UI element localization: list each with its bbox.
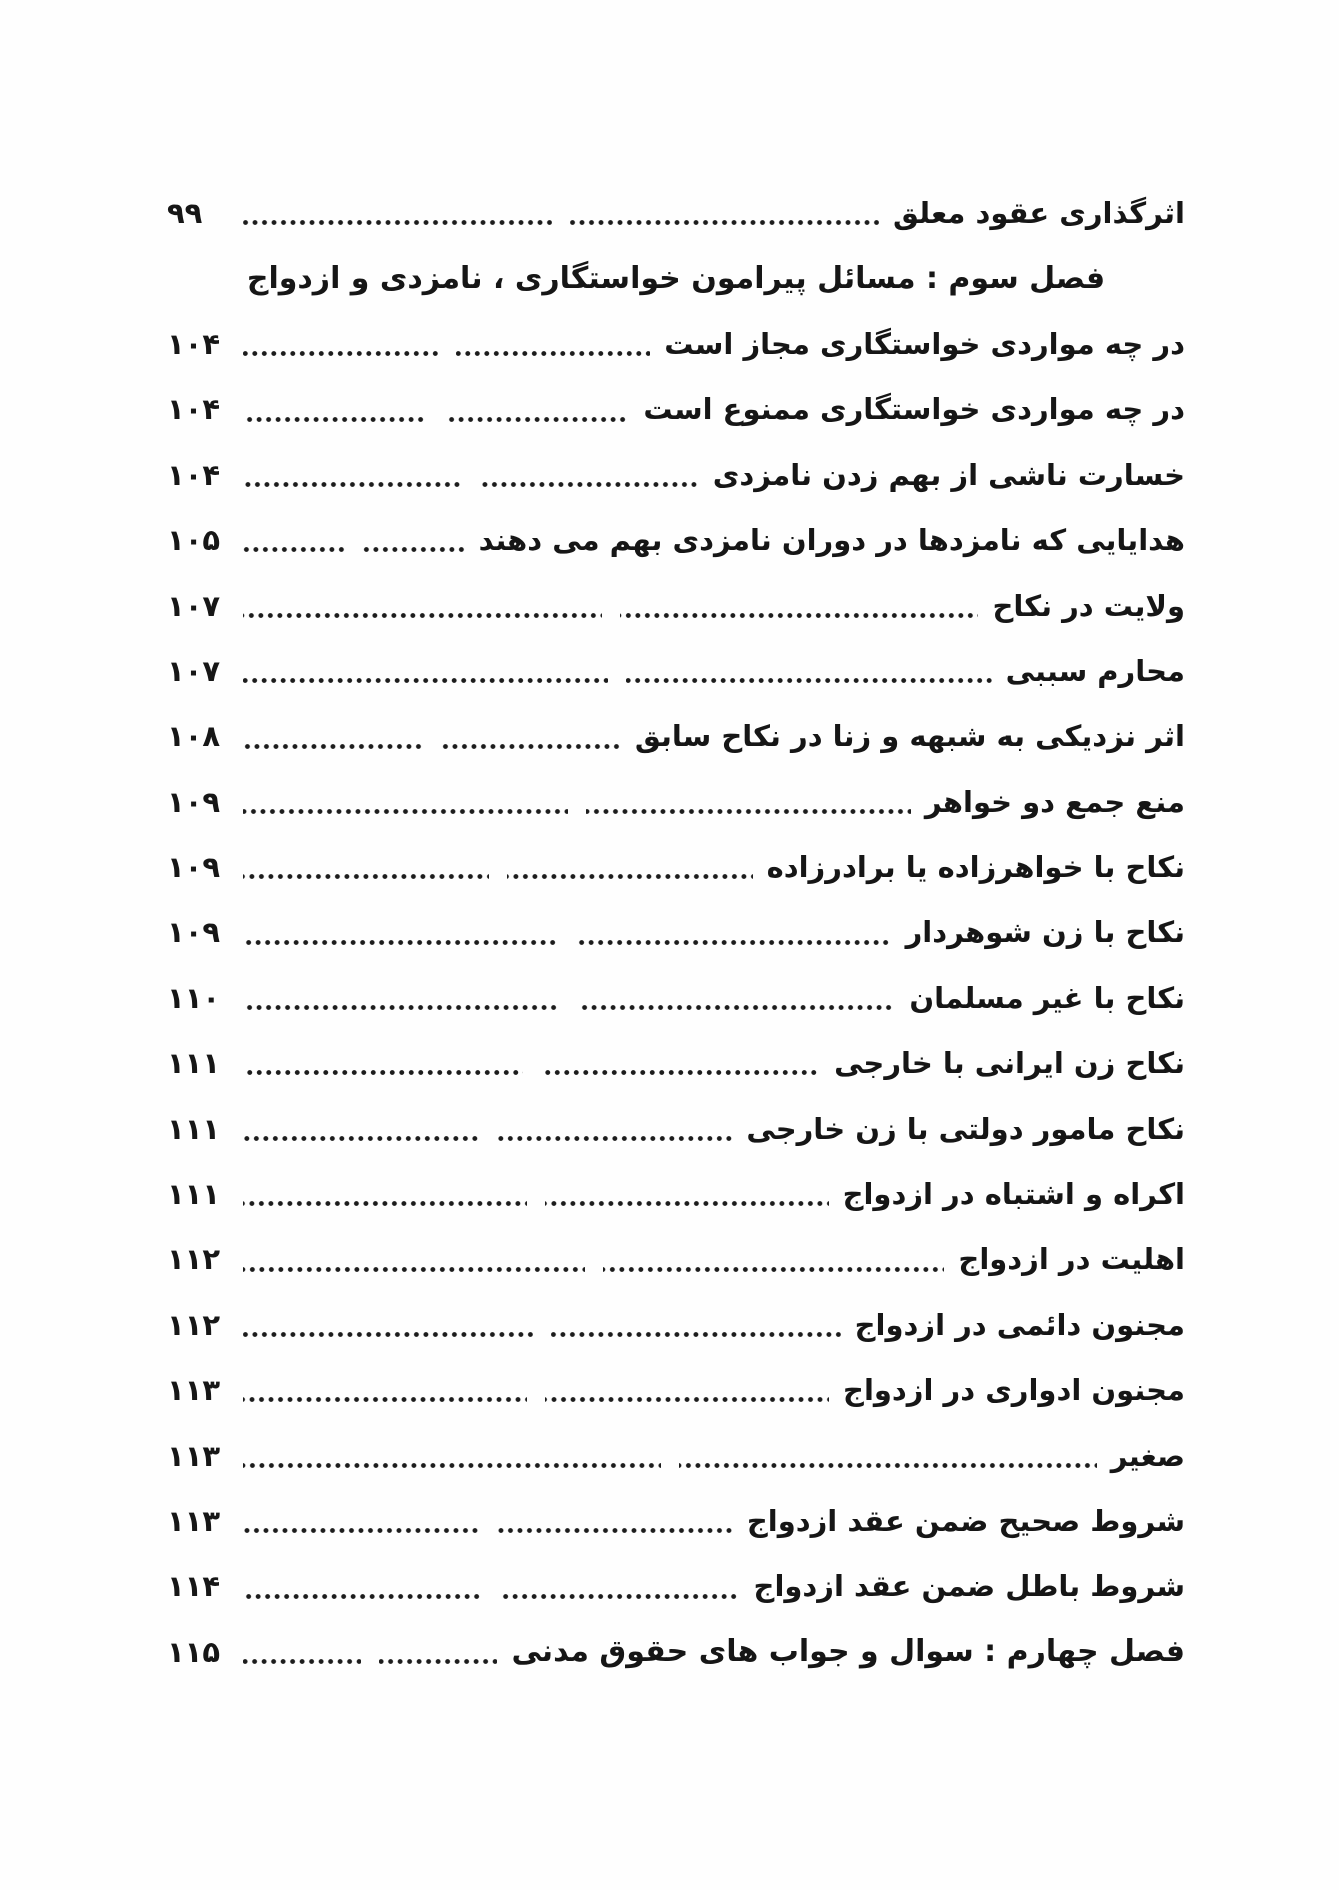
dot-leader-gap xyxy=(482,1613,500,1620)
dot-leader xyxy=(243,1658,361,1665)
dot-leader xyxy=(379,1658,497,1665)
toc-entry xyxy=(167,1554,1185,1619)
toc-entry-title: شروط صحیح ضمن عقد ازدواج xyxy=(746,1504,1185,1538)
dot-leader xyxy=(576,939,891,946)
toc-entry-title: فصل چهارم : سوال و جواب های حقوق مدنی xyxy=(511,1634,1185,1670)
dot-leader-gap xyxy=(462,501,480,508)
toc-entry xyxy=(167,508,1185,573)
toc-entry xyxy=(167,1423,1185,1488)
toc-entry-page-number: ۱۱۳ xyxy=(166,1504,221,1538)
dot-leader xyxy=(243,219,552,226)
dot-leader-gap xyxy=(585,1286,603,1293)
dot-leader-gap xyxy=(479,1547,497,1554)
toc-entry xyxy=(167,704,1185,769)
dot-leader xyxy=(243,481,462,488)
toc-entry-page-number: ۱۱۳ xyxy=(166,1373,221,1408)
toc-entry-title: مجنون ادواری در ازدواج xyxy=(843,1373,1185,1408)
dot-leader xyxy=(243,1527,479,1534)
dot-leader-gap xyxy=(523,1089,541,1096)
toc-entry-title: نکاح با غیر مسلمان xyxy=(909,980,1185,1015)
toc-entry-page-number: ۱۱۱ xyxy=(167,1111,221,1146)
toc-entry-title: اثر نزدیکی به شبهه و زنا در نکاح سابق xyxy=(634,719,1185,754)
dot-leader xyxy=(243,1200,527,1207)
dot-leader xyxy=(551,1331,841,1338)
toc-entry-title: نکاح با زن شوهردار xyxy=(905,915,1185,950)
dot-leader xyxy=(243,546,345,553)
dot-leader xyxy=(626,677,991,684)
toc-entry xyxy=(167,1162,1185,1227)
dot-leader xyxy=(570,219,879,226)
toc-entry-page-number: ۱۱۰ xyxy=(167,980,221,1015)
dot-leader xyxy=(500,1593,739,1600)
dot-leader xyxy=(243,416,427,423)
dot-leader xyxy=(497,1527,733,1534)
toc-entry-title: ولایت در نکاح xyxy=(992,588,1185,623)
toc-entry-title: نکاح مامور دولتی با زن خارجی xyxy=(746,1111,1185,1146)
dot-leader xyxy=(445,416,629,423)
dot-leader xyxy=(441,743,621,750)
dot-leader-gap xyxy=(661,1482,679,1489)
toc-entry-title: نکاح زن ایرانی با خارجی xyxy=(834,1046,1185,1081)
dot-leader-gap xyxy=(423,763,441,770)
dot-leader-gap xyxy=(527,1220,545,1227)
toc-entry-title: نکاح با خواهرزاده یا برادرزاده xyxy=(766,850,1185,885)
toc-entry xyxy=(167,1293,1185,1358)
toc-entry xyxy=(167,181,1185,246)
toc-entry-page-number: ۱۱۱ xyxy=(166,1046,221,1081)
toc-entry-page-number: ۱۱۱ xyxy=(166,1177,221,1212)
toc-entry xyxy=(167,443,1185,508)
toc-entry-title: اهلیت در ازدواج xyxy=(958,1242,1185,1277)
toc-entry-title: شروط باطل ضمن عقد ازدواج xyxy=(753,1569,1185,1604)
dot-leader xyxy=(679,1462,1097,1469)
dot-leader-gap xyxy=(558,959,576,966)
toc-entry-page-number: ۱۰۹ xyxy=(167,784,221,819)
dot-leader-gap xyxy=(489,893,507,900)
toc-entry xyxy=(167,1358,1185,1423)
toc-entry-page-number: ۱۱۴ xyxy=(166,1569,221,1604)
toc-entry-title: خسارت ناشی از بهم زدن نامزدی xyxy=(712,457,1185,492)
toc-entry-page-number: ۱۱۲ xyxy=(167,1307,221,1342)
dot-leader xyxy=(480,481,699,488)
toc-entry xyxy=(167,312,1185,377)
dot-leader xyxy=(456,350,651,357)
toc-entry-title: در چه مواردی خواستگاری ممنوع است xyxy=(643,392,1185,427)
toc-entry xyxy=(167,1489,1185,1554)
toc-entry xyxy=(167,639,1185,704)
toc-entry xyxy=(167,1031,1185,1096)
toc-entry-page-number: ۱۰۴ xyxy=(166,457,221,492)
toc-entry-page-number: ۱۰۴ xyxy=(166,326,221,361)
toc-entry xyxy=(167,573,1185,638)
toc-entry-title: محارم سببی xyxy=(1005,653,1185,688)
toc-entry xyxy=(167,966,1185,1031)
dot-leader-gap xyxy=(608,697,626,704)
dot-leader-gap xyxy=(345,566,363,573)
dot-leader xyxy=(586,808,911,815)
dot-leader xyxy=(243,808,568,815)
toc-entry xyxy=(167,1227,1185,1292)
dot-leader-gap xyxy=(438,370,456,377)
toc-entry-title: اثرگذاری عقود معلق xyxy=(893,196,1185,231)
dot-leader xyxy=(545,1396,829,1403)
toc-entry-page-number: ۱۰۵ xyxy=(167,523,221,558)
dot-leader xyxy=(541,1069,821,1076)
dot-leader-gap xyxy=(533,1351,551,1358)
dot-leader xyxy=(243,1004,560,1011)
toc-entry-title: مجنون دائمی در ازدواج xyxy=(854,1307,1185,1342)
toc-entry-page-number: ۱۰۹ xyxy=(166,850,221,885)
dot-leader xyxy=(243,873,489,880)
toc-entry-page-number: ۱۰۴ xyxy=(166,392,221,427)
dot-leader xyxy=(507,873,753,880)
dot-leader xyxy=(603,1266,945,1273)
toc-entry-title: صغیر xyxy=(1110,1438,1185,1473)
dot-leader xyxy=(243,1396,527,1403)
toc-entry-page-number: ۱۰۹ xyxy=(167,915,221,950)
toc-entry-page-number: ۱۱۲ xyxy=(166,1242,221,1277)
dot-leader-gap xyxy=(568,828,586,835)
toc-entry xyxy=(167,377,1185,442)
toc-entry xyxy=(167,1096,1185,1161)
toc-entry-page-number: ۹۹ xyxy=(166,196,203,231)
toc-entry-page-number: ۱۰۷ xyxy=(167,588,221,623)
toc-entry-page-number: ۱۱۳ xyxy=(167,1438,221,1473)
dot-leader-gap xyxy=(527,1416,545,1423)
dot-leader-gap xyxy=(560,1024,578,1031)
dot-leader xyxy=(243,1593,482,1600)
dot-leader xyxy=(243,1331,533,1338)
toc-entry-title: در چه مواردی خواستگاری مجاز است xyxy=(664,326,1185,361)
dot-leader-gap xyxy=(479,1155,497,1162)
toc-entry-title: اکراه و اشتباه در ازدواج xyxy=(842,1177,1185,1212)
toc-chapter-heading xyxy=(167,246,1185,311)
dot-leader xyxy=(243,1069,523,1076)
dot-leader xyxy=(243,939,558,946)
dot-leader xyxy=(243,1266,585,1273)
dot-leader xyxy=(243,743,423,750)
toc-entry-page-number: ۱۰۷ xyxy=(166,653,221,688)
toc-entry-page-number: ۱۰۸ xyxy=(166,719,221,754)
toc-entry xyxy=(167,1620,1185,1685)
toc-entry-title: منع جمع دو خواهر xyxy=(924,784,1185,819)
dot-leader xyxy=(243,1135,479,1142)
dot-leader xyxy=(243,1462,661,1469)
toc-entry xyxy=(167,770,1185,835)
toc-entry xyxy=(167,900,1185,965)
toc-chapter-title: فصل سوم : مسائل پیرامون خواستگاری ، نامزدی و ازدواج xyxy=(246,261,1106,297)
toc-entry-title: هدایایی که نامزدها در دوران نامزدی بهم می دهند xyxy=(478,523,1185,558)
dot-leader xyxy=(243,612,602,619)
dot-leader-gap xyxy=(602,632,620,639)
dot-leader xyxy=(497,1135,733,1142)
dot-leader xyxy=(578,1004,895,1011)
dot-leader-gap xyxy=(552,239,570,246)
dot-leader xyxy=(363,546,465,553)
dot-leader xyxy=(620,612,979,619)
dot-leader-gap xyxy=(427,436,445,443)
dot-leader xyxy=(545,1200,829,1207)
dot-leader xyxy=(243,350,438,357)
dot-leader-gap xyxy=(361,1678,379,1685)
toc-entry-page-number: ۱۱۵ xyxy=(166,1634,221,1669)
toc-entry xyxy=(167,835,1185,900)
dot-leader xyxy=(243,677,608,684)
